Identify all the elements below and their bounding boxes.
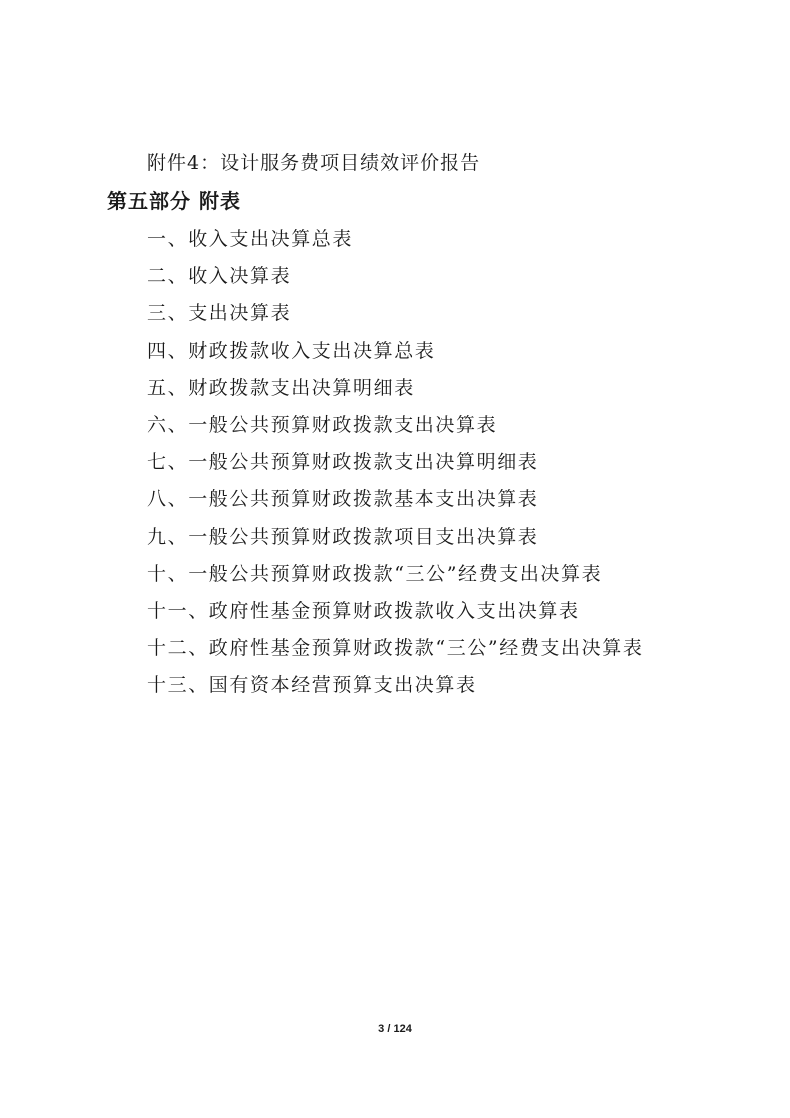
toc-item: 六、一般公共预算财政拨款支出决算表 [147,413,498,436]
toc-item: 十三、国有资本经营预算支出决算表 [147,674,477,697]
appendix-table-list [147,225,643,708]
toc-item: 十、一般公共预算财政拨款“三公”经费支出决算表 [147,562,603,585]
toc-item: 七、一般公共预算财政拨款支出决算明细表 [147,451,539,474]
attachment-title: 附件4：设计服务费项目绩效评价报告 [147,152,481,174]
toc-item: 五、财政拨款支出决算明细表 [147,376,415,399]
toc-item: 四、财政拨款收入支出决算总表 [147,339,436,362]
toc-item: 十一、政府性基金预算财政拨款收入支出决算表 [147,599,580,622]
toc-item: 十二、政府性基金预算财政拨款“三公”经费支出决算表 [147,637,644,660]
section-heading: 第五部分 附表 [107,189,241,213]
toc-item: 三、支出决算表 [147,302,292,325]
toc-item: 八、一般公共预算财政拨款基本支出决算表 [147,488,539,511]
toc-item: 二、收入决算表 [147,265,292,288]
page-number: 3 / 124 [378,1023,412,1035]
toc-item: 九、一般公共预算财政拨款项目支出决算表 [147,525,539,548]
toc-item: 一、收入支出决算总表 [147,228,354,250]
